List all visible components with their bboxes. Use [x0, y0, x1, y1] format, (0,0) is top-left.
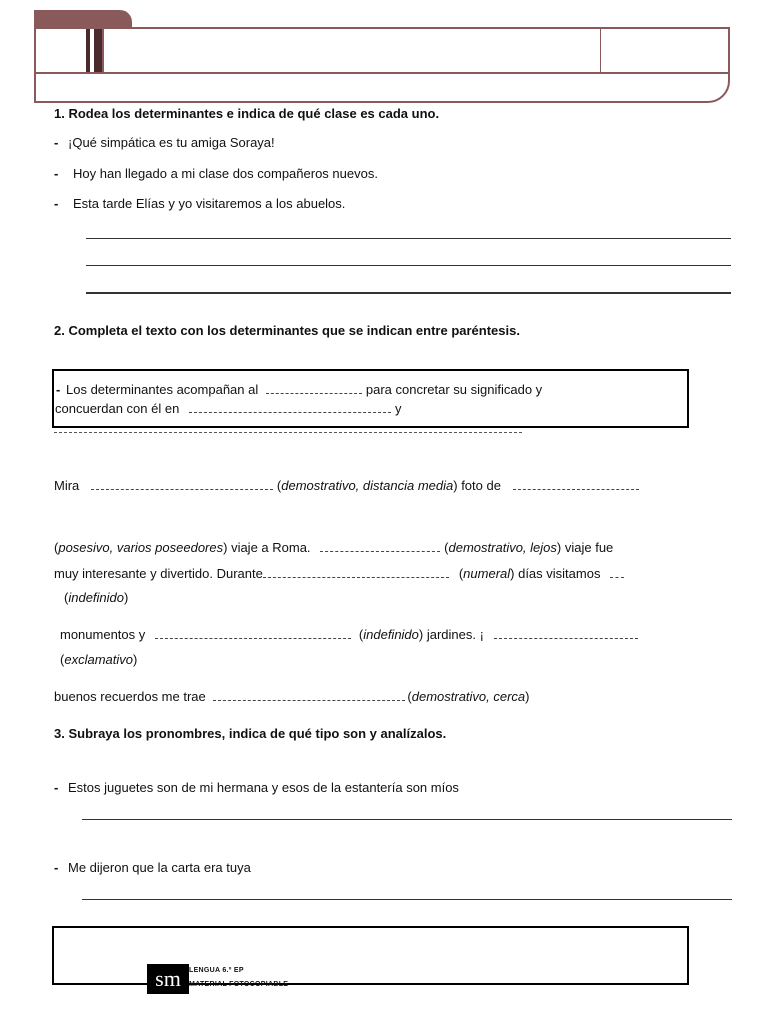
text: Mira — [54, 478, 80, 493]
text-line-6: (exclamativo) — [60, 652, 138, 667]
hint: demostrativo, distancia media — [281, 478, 454, 493]
bullet: - — [54, 860, 59, 875]
fill-blank[interactable] — [320, 541, 440, 552]
q3-item-2 — [54, 860, 251, 875]
hint: indefinido — [68, 590, 124, 605]
answer-line[interactable] — [86, 238, 731, 239]
fill-blank[interactable] — [266, 383, 362, 394]
header-bar — [86, 29, 90, 72]
q3-item-text: Estos juguetes son de mi hermana y esos de la estantería son míos — [68, 780, 459, 795]
bullet: - — [56, 382, 61, 397]
header-title-row — [36, 29, 728, 74]
q1-item-2 — [54, 166, 378, 181]
footer-material: MATERIAL FOTOCOPIABLE — [189, 981, 289, 988]
definition-box — [52, 369, 689, 428]
text: buenos recuerdos me trae — [54, 689, 206, 704]
q1-item-text: Hoy han llegado a mi clase dos compañeros nuevos. — [73, 166, 378, 181]
hint: demostrativo, cerca — [411, 689, 526, 704]
text: muy interesante y divertido. Durante — [54, 566, 263, 581]
text-line-1: Mira (demostrativo, distancia media) foto de — [54, 478, 639, 493]
question-2-title: 2. Completa el texto con los determinantes que se indican entre paréntesis. — [54, 323, 520, 338]
footer-subject: LENGUA 6.º EP — [189, 967, 244, 974]
fill-blank[interactable] — [213, 690, 405, 701]
hint: posesivo, varios poseedores — [58, 540, 224, 555]
hint: indefinido — [363, 627, 419, 642]
fill-blank[interactable] — [610, 567, 624, 578]
fill-blank[interactable] — [155, 628, 351, 639]
box-text: y — [394, 401, 402, 416]
box-line-1 — [56, 382, 542, 397]
box-line-2 — [55, 401, 401, 416]
q3-item-text: Me dijeron que la carta era tuya — [68, 860, 251, 875]
text: foto de — [461, 478, 501, 493]
text-line-5: monumentos y (indefinido) jardines. ¡ — [60, 627, 638, 642]
text-line-4: (indefinido) — [64, 590, 129, 605]
text: jardines. ¡ — [426, 627, 484, 642]
fill-blank[interactable] — [189, 402, 391, 413]
question-1-title: 1. Rodea los determinantes e indica de qué clase es cada uno. — [54, 106, 440, 121]
hint: exclamativo — [64, 652, 133, 667]
q1-item-3 — [54, 196, 345, 211]
bullet: - — [54, 196, 59, 211]
hint: demostrativo, lejos — [448, 540, 557, 555]
fill-blank-line[interactable] — [54, 432, 522, 433]
fill-blank[interactable] — [513, 479, 639, 490]
text-line-3: muy interesante y divertido. Durante (numeral) días visitamos — [54, 566, 624, 581]
q1-item-text: ¡Qué simpática es tu amiga Soraya! — [68, 135, 275, 150]
header-separator — [600, 29, 601, 72]
text: monumentos y — [60, 627, 146, 642]
bullet: - — [54, 135, 59, 150]
hint: numeral — [463, 566, 511, 581]
q1-item-1 — [54, 135, 275, 150]
header-box — [34, 27, 730, 103]
answer-line[interactable] — [82, 899, 732, 900]
bullet: - — [54, 166, 59, 181]
header-tab — [34, 10, 132, 28]
text: viaje fue — [564, 540, 614, 555]
header-bar — [102, 29, 104, 72]
box-text: para concretar su significado y — [365, 382, 543, 397]
fill-blank[interactable] — [263, 567, 449, 578]
question-3-title: 3. Subraya los pronombres, indica de qué tipo son y analízalos. — [54, 726, 447, 741]
q1-item-text: Esta tarde Elías y yo visitaremos a los abuelos. — [73, 196, 346, 211]
answer-line[interactable] — [86, 265, 731, 266]
fill-blank[interactable] — [494, 628, 638, 639]
text-line-2: (posesivo, varios poseedores) viaje a Roma. (demostrativo, lejos) viaje fue — [54, 540, 614, 555]
q3-item-1 — [54, 780, 459, 795]
answer-line[interactable] — [82, 819, 732, 820]
sm-logo: sm — [147, 964, 189, 994]
text: viaje a Roma. — [231, 540, 311, 555]
fill-blank[interactable] — [91, 479, 273, 490]
text-line-7: buenos recuerdos me trae (demostrativo, cerca) — [54, 689, 530, 704]
box-text: concuerdan con él en — [55, 401, 180, 416]
bullet: - — [54, 780, 59, 795]
answer-line[interactable] — [86, 292, 731, 294]
box-text: Los determinantes acompañan al — [66, 382, 259, 397]
text: días visitamos — [518, 566, 601, 581]
header-bar — [94, 29, 102, 72]
